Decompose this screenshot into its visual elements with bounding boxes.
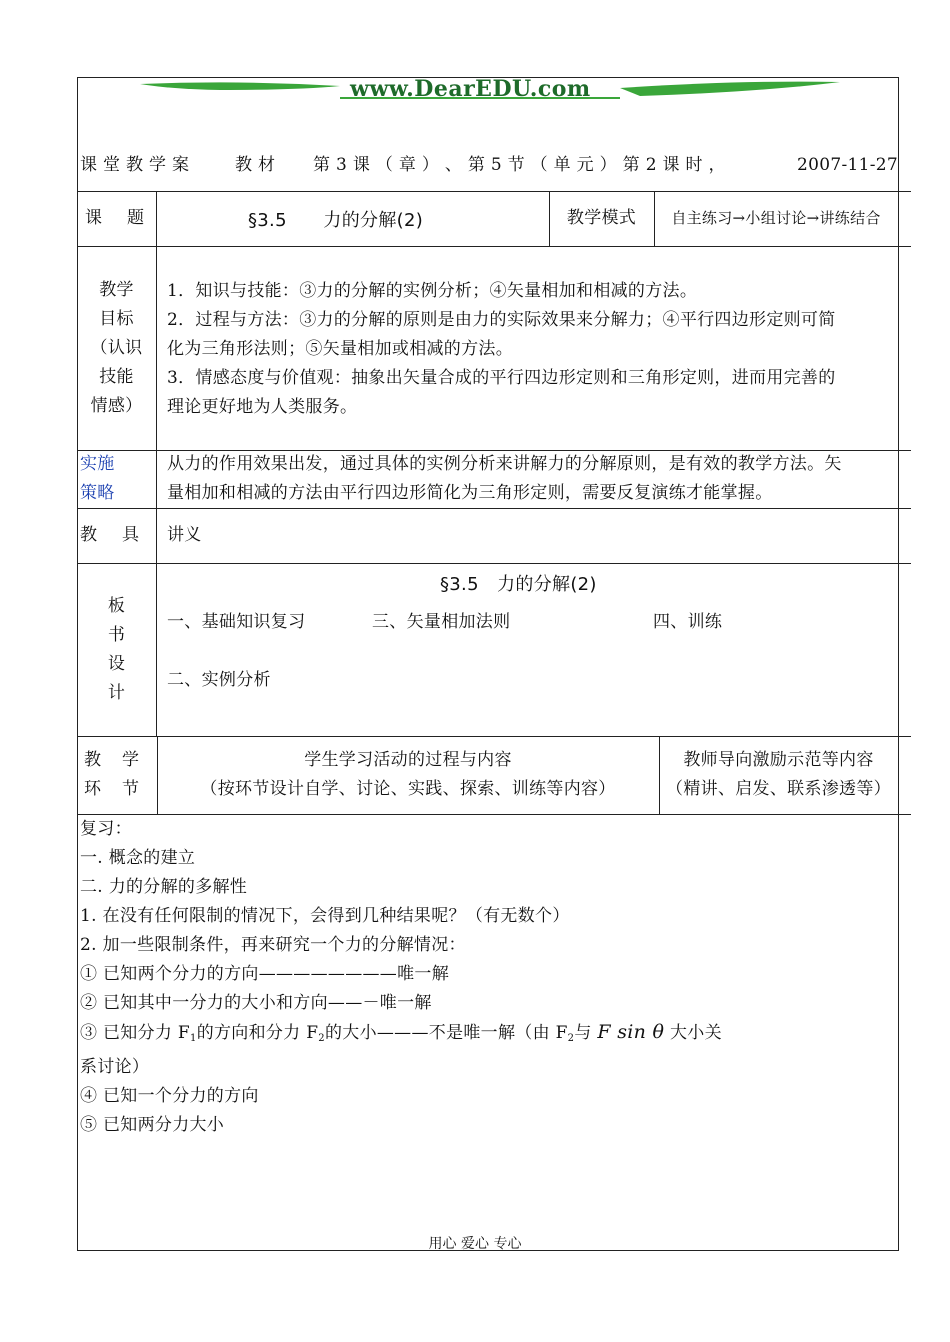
review-line: ① 已知两个分力的方向————————唯一解 xyxy=(80,964,450,984)
strategy-label xyxy=(80,450,115,508)
review-line: 2. 加一些限制条件，再来研究一个力的分解情况： xyxy=(80,935,466,955)
strategy-line: 量相加和相减的方法由平行四边形简化为三角形定则，需要反复演练才能掌握。 xyxy=(167,483,773,503)
student-activity-title: 学生学习活动的过程与内容 xyxy=(304,750,512,770)
goals-line: 化为三角形法则；⑤矢量相加或相减的方法。 xyxy=(167,339,513,359)
review-line: ④ 已知一个分力的方向 xyxy=(80,1086,259,1106)
stages-label-line: 教 学 xyxy=(84,750,141,770)
teaching-mode-label: 教学模式 xyxy=(566,208,637,228)
goals-line: 理论更好地为人类服务。 xyxy=(167,397,358,417)
rule-2 xyxy=(77,246,911,247)
review-text: 的方向和分力 F xyxy=(196,1023,319,1043)
teacher-guidance-subtitle: （精讲、启发、联系渗透等） xyxy=(666,779,891,799)
goals-line: 1．知识与技能：③力的分解的实例分析；④矢量相加和相减的方法。 xyxy=(167,281,698,301)
tools-label: 教 具 xyxy=(80,525,143,545)
goals-line: 3．情感态度与价值观：抽象出矢量合成的平行四边形定则和三角形定则，进而用完善的 xyxy=(167,368,836,388)
goals-content xyxy=(167,277,902,422)
board-label-line: 计 xyxy=(107,683,126,703)
student-activity-header xyxy=(157,746,659,804)
subscript: 2 xyxy=(567,1033,575,1044)
review-line: 二. 力的分解的多解性 xyxy=(80,877,248,897)
goals-line: 2．过程与方法：③力的分解的原则是由力的实际效果来分解力；④平行四边形定则可简 xyxy=(167,310,836,330)
logo-swoosh-right xyxy=(620,82,840,96)
footer-text: 用心 爱心 专心 xyxy=(428,1236,522,1252)
board-title: §3.5 力的分解(2) xyxy=(440,574,597,595)
goals-label-line: （认识 xyxy=(90,338,143,358)
review-line: 1. 在没有任何限制的情况下，会得到几种结果呢？（有无数个） xyxy=(80,906,570,926)
board-label-line: 板 xyxy=(107,596,126,616)
logo-swoosh-left xyxy=(140,82,340,90)
teacher-guidance-title: 教师导向激励示范等内容 xyxy=(683,750,874,770)
goals-label-line: 技能 xyxy=(99,367,134,387)
logo-text: www.DearEDU.com xyxy=(350,76,591,102)
frame-right-lower xyxy=(898,551,899,1251)
review-line: 系讨论） xyxy=(80,1057,150,1077)
header-material: 教 材 xyxy=(235,155,276,175)
label-column-divider xyxy=(156,191,157,736)
strategy-label-line: 策略 xyxy=(80,483,115,503)
header-label: 课 堂 教 学 案 xyxy=(80,155,190,175)
board-item-4: 四、训练 xyxy=(653,612,723,632)
review-text: 的大小———不是唯一解（由 F xyxy=(324,1023,568,1043)
tools-value: 讲义 xyxy=(167,525,202,545)
goals-label xyxy=(77,276,156,421)
header-chapter: 第 3 课 （ 章 ） 、 第 5 节 （ 单 元 ） 第 2 课 时 ， xyxy=(313,155,726,175)
teaching-mode-value: 自主练习→小组讨论→讲练结合 xyxy=(671,209,881,227)
board-label-line: 设 xyxy=(107,654,126,674)
review-heading: 复习： xyxy=(80,819,132,839)
header-date: 2007-11-27 xyxy=(797,155,899,175)
rule-4 xyxy=(77,508,911,509)
review-line: ⑤ 已知两分力大小 xyxy=(80,1115,225,1135)
goals-label-line: 情感） xyxy=(90,396,143,416)
goals-label-line: 教学 xyxy=(99,280,134,300)
review-text: 大小关 xyxy=(669,1023,722,1043)
rule-5 xyxy=(77,563,911,564)
review-line: ② 已知其中一分力的大小和方向——－唯一解 xyxy=(80,993,432,1013)
subscript: 1 xyxy=(190,1033,197,1044)
board-label-line: 书 xyxy=(107,625,126,645)
review-text: ③ 已知分力 F xyxy=(80,1023,191,1043)
goals-label-line: 目标 xyxy=(99,309,134,329)
review-line: 一. 概念的建立 xyxy=(80,848,196,868)
board-item-2: 二、实例分析 xyxy=(167,670,271,690)
strategy-line: 从力的作用效果出发，通过具体的实例分析来讲解力的分解原则，是有效的教学方法。矢 xyxy=(167,454,842,474)
topic-label: 课 题 xyxy=(85,208,148,228)
subscript: 2 xyxy=(318,1033,325,1044)
student-activity-subtitle: （按环节设计自学、讨论、实践、探索、训练等内容） xyxy=(200,779,616,799)
review-text: 与 xyxy=(574,1023,592,1043)
board-item-1: 一、基础知识复习 xyxy=(167,612,306,632)
rule-6 xyxy=(77,736,911,737)
review-content xyxy=(80,815,890,1140)
formula-f-sin-theta: F sin θ xyxy=(597,1021,665,1043)
teacher-guidance-header xyxy=(659,746,898,804)
topic-title: §3.5 力的分解(2) xyxy=(248,210,424,231)
strategy-content xyxy=(167,450,902,508)
board-item-3: 三、矢量相加法则 xyxy=(372,612,511,632)
stages-label-line: 环 节 xyxy=(84,779,141,799)
strategy-label-line: 实施 xyxy=(80,454,115,474)
stages-label xyxy=(84,746,141,804)
review-line-case-3 xyxy=(80,1018,890,1053)
board-label xyxy=(77,592,156,708)
